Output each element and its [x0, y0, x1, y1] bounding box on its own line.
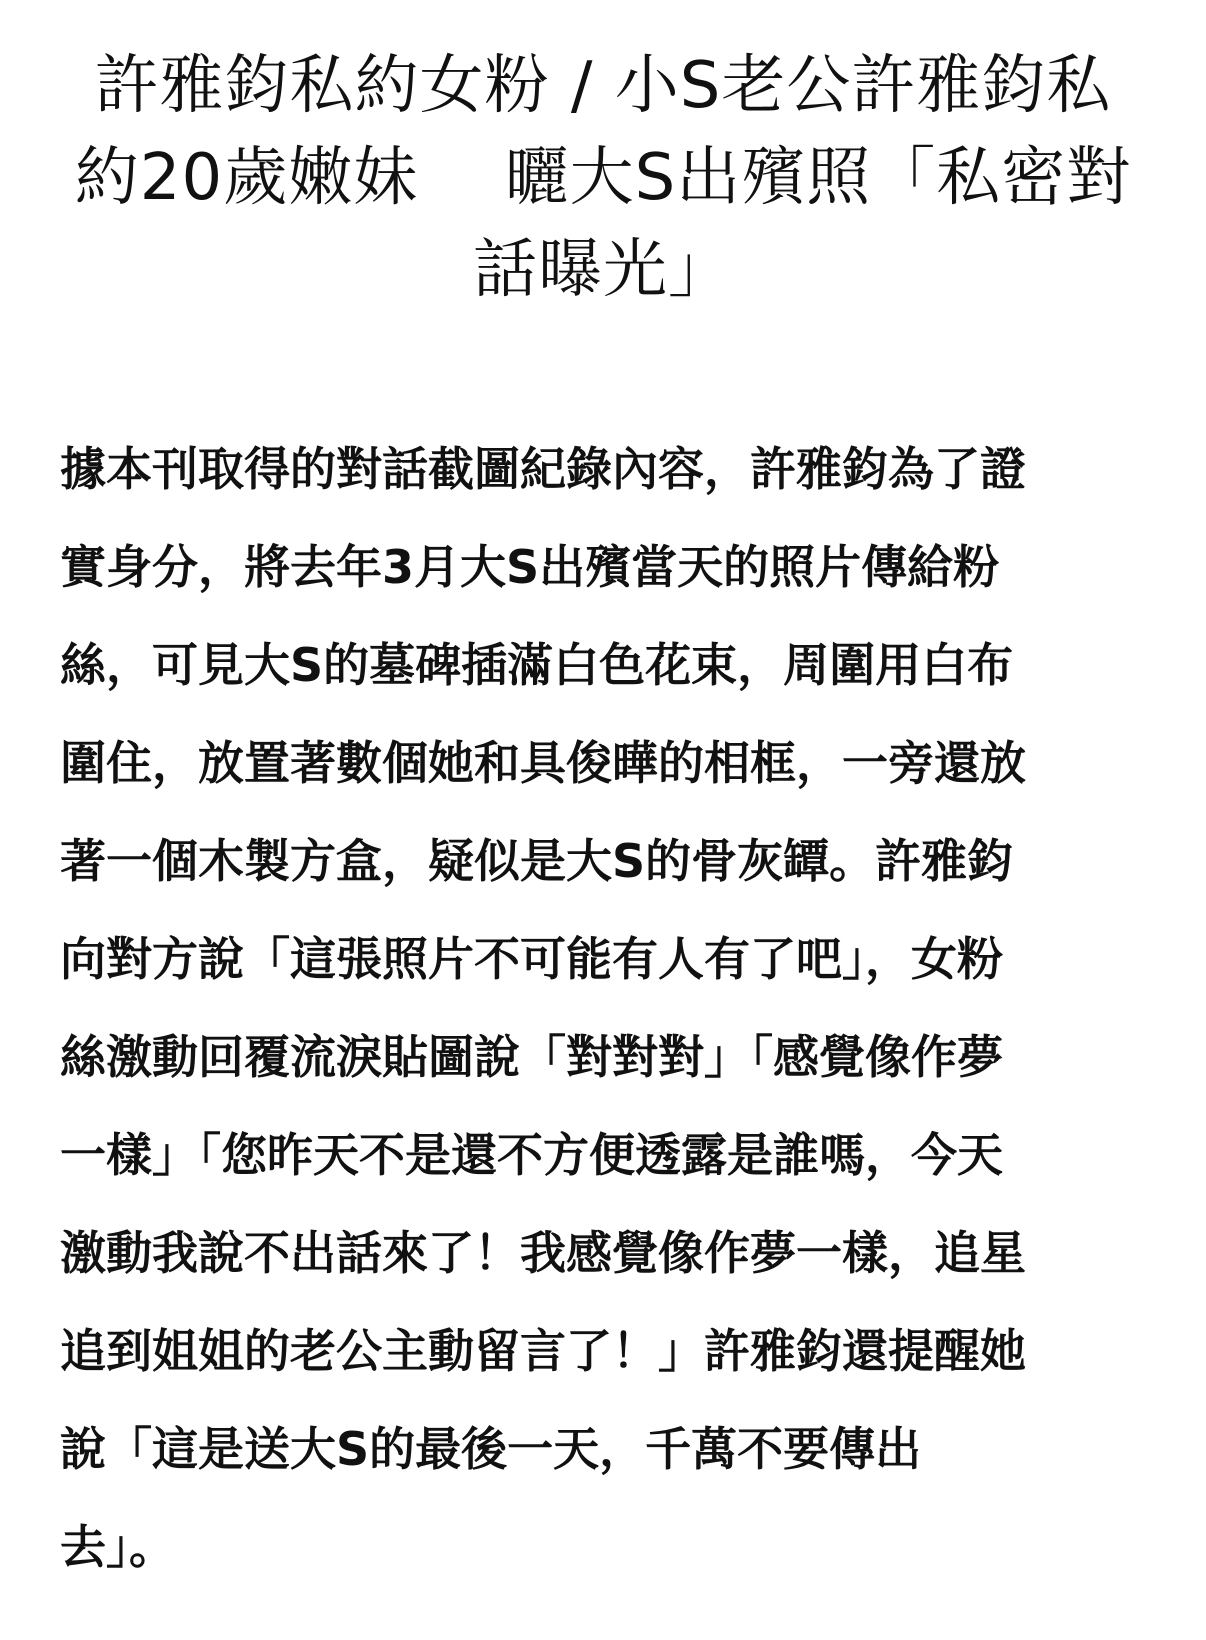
body-line: 絲，可見大S的墓碑插滿白色花束，周圍用白布: [60, 638, 1014, 692]
body-line: 去」。: [60, 1520, 175, 1574]
headline-line: 許雅鈞私約女粉 / 小S老公許雅鈞私: [94, 49, 1112, 123]
headline-line: 話曝光」: [473, 233, 733, 307]
body-line: 向對方說「這張照片不可能有人有了吧」，女粉: [60, 932, 1003, 986]
body-line: 絲激動回覆流淚貼圖說「對對對」「感覺像作夢: [60, 1030, 1003, 1084]
body-line: 著一個木製方盒，疑似是大S的骨灰罈。許雅鈞: [60, 834, 1014, 888]
body-line: 據本刊取得的對話截圖紀錄內容，許雅鈞為了證: [60, 442, 1026, 496]
body-line: 一樣」「您昨天不是還不方便透露是誰嗎，今天: [60, 1128, 1003, 1182]
article-body: [60, 420, 1150, 1596]
body-line: 實身分，將去年3月大S出殯當天的照片傳給粉: [60, 540, 1000, 594]
article-headline: [60, 40, 1146, 316]
body-line: 圍住，放置著數個她和具俊曄的相框，一旁還放: [60, 736, 1026, 790]
headline-line: 約20歲嫩妹 曬大S出殯照「私密對: [74, 141, 1132, 215]
body-line: 說「這是送大S的最後一天，千萬不要傳出: [60, 1422, 922, 1476]
body-line: 追到姐姐的老公主動留言了！」許雅鈞還提醒她: [60, 1324, 1026, 1378]
body-line: 激動我說不出話來了！我感覺像作夢一樣，追星: [60, 1226, 1026, 1280]
